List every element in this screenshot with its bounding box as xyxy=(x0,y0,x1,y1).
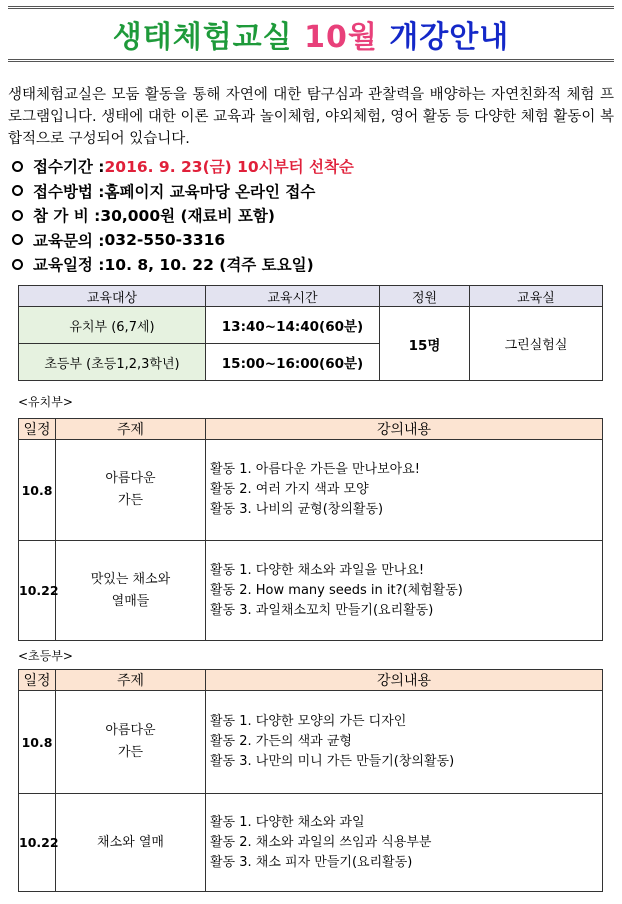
activity-line: 활동 1. 다양한 채소와 과일 xyxy=(210,814,365,830)
topic-line: 아름다운 xyxy=(105,723,156,738)
activity-line: 활동 3. 과일채소꼬치 만들기(요리활동) xyxy=(210,602,434,618)
table-header-row xyxy=(19,419,603,440)
date-cell: 10.8 xyxy=(19,440,56,541)
date-cell: 10.8 xyxy=(19,691,56,794)
topic-line: 가든 xyxy=(117,745,144,760)
title-part-month: 10월 xyxy=(304,20,378,55)
date-cell: 10.22 xyxy=(19,794,56,892)
info-item-fee xyxy=(12,203,612,228)
elem-lecture-table xyxy=(18,669,603,892)
table-row xyxy=(19,307,603,344)
activity-line: 활동 1. 다양한 모양의 가든 디자인 xyxy=(210,714,407,729)
title-part-notice: 개강안내 xyxy=(389,20,510,55)
activity-line: 활동 3. 나비의 균형(창의활동) xyxy=(210,502,384,517)
column-header: 교육대상 xyxy=(19,286,206,307)
circle-bullet-icon xyxy=(12,185,23,196)
time-cell: 15:00~16:00(60분) xyxy=(206,344,380,381)
time-cell: 13:40~14:40(60분) xyxy=(206,307,380,344)
circle-bullet-icon xyxy=(12,234,23,245)
date-cell: 10.22 xyxy=(19,541,56,641)
table-row xyxy=(19,440,603,541)
info-label: 접수기간 : xyxy=(33,158,105,177)
circle-bullet-icon xyxy=(12,259,23,270)
content-cell xyxy=(206,440,603,541)
topic-cell xyxy=(56,541,206,641)
schedule-table xyxy=(18,285,603,381)
capacity-cell: 15명 xyxy=(380,307,470,381)
table-header-row xyxy=(19,286,603,307)
table-row xyxy=(19,541,603,641)
column-header: 교육시간 xyxy=(206,286,380,307)
table-row xyxy=(19,691,603,794)
content-cell xyxy=(206,794,603,892)
target-cell: 유치부 (6,7세) xyxy=(19,307,206,344)
content-cell xyxy=(206,691,603,794)
kinder-lecture-table xyxy=(18,418,603,641)
title-banner xyxy=(8,6,614,62)
info-label: 참 가 비 : xyxy=(33,207,101,226)
topic-line: 열매들 xyxy=(111,593,150,609)
column-header: 강의내용 xyxy=(206,419,603,440)
elem-section-label: <초등부> xyxy=(18,649,73,663)
kinder-section-label: <유치부> xyxy=(18,395,73,409)
info-value: 홈페이지 교육마당 온라인 접수 xyxy=(104,182,316,201)
info-item-method xyxy=(12,179,612,204)
info-value: 30,000원 (재료비 포함) xyxy=(100,207,275,226)
info-label: 접수방법 : xyxy=(33,182,105,201)
info-item-dates xyxy=(12,252,612,277)
column-header: 강의내용 xyxy=(206,670,603,691)
column-header: 정원 xyxy=(380,286,470,307)
column-header: 일정 xyxy=(19,670,56,691)
circle-bullet-icon xyxy=(12,161,23,172)
info-label: 교육일정 : xyxy=(33,256,105,275)
column-header: 주제 xyxy=(56,670,206,691)
column-header: 일정 xyxy=(19,419,56,440)
activity-line: 활동 3. 나만의 미니 가든 만들기(창의활동) xyxy=(210,754,455,769)
activity-line: 활동 1. 아름다운 가든을 만나보아요! xyxy=(210,462,420,477)
table-header-row xyxy=(19,670,603,691)
activity-line: 활동 3. 채소 피자 만들기(요리활동) xyxy=(210,854,413,870)
info-value: 10. 8, 10. 22 (격주 토요일) xyxy=(104,256,314,275)
topic-cell xyxy=(56,691,206,794)
table-row xyxy=(19,794,603,892)
topic-cell xyxy=(56,440,206,541)
column-header: 주제 xyxy=(56,419,206,440)
info-item-period xyxy=(12,154,612,179)
info-list xyxy=(12,154,612,277)
room-cell: 그린실험실 xyxy=(470,307,603,381)
topic-line: 채소와 열매 xyxy=(97,834,164,850)
info-label: 교육문의 : xyxy=(33,231,105,250)
info-value: 2016. 9. 23(금) 10시부터 선착순 xyxy=(104,158,354,177)
target-cell: 초등부 (초등1,2,3학년) xyxy=(19,344,206,381)
intro-paragraph: 생태체험교실은 모둠 활동을 통해 자연에 대한 탐구심과 관찰력을 배양하는 자연친화적 체험 프로그램입니다. 생태에 대한 이론 교육과 놀이체험, 야외체험, 영어 활동 등 다양한 체험 활동이 복합적으로 구성되어 있습니다. xyxy=(8,87,615,147)
topic-cell xyxy=(56,794,206,892)
title-part-program: 생태체험교실 xyxy=(112,20,293,55)
content-cell xyxy=(206,541,603,641)
circle-bullet-icon xyxy=(12,210,23,221)
page-title xyxy=(113,12,509,56)
activity-line: 활동 2. 채소와 과일의 쓰임과 식용부분 xyxy=(210,834,432,850)
activity-line: 활동 2. How many seeds in it?(체험활동) xyxy=(210,582,463,598)
activity-line: 활동 2. 가든의 색과 균형 xyxy=(210,734,352,749)
topic-line: 가든 xyxy=(117,493,144,508)
topic-line: 맛있는 채소와 xyxy=(90,571,171,587)
info-item-contact xyxy=(12,228,612,253)
column-header: 교육실 xyxy=(470,286,603,307)
topic-line: 아름다운 xyxy=(105,471,156,486)
info-value: 032-550-3316 xyxy=(104,230,226,249)
activity-line: 활동 2. 여러 가지 색과 모양 xyxy=(210,482,369,497)
activity-line: 활동 1. 다양한 채소와 과일을 만나요! xyxy=(210,562,425,578)
